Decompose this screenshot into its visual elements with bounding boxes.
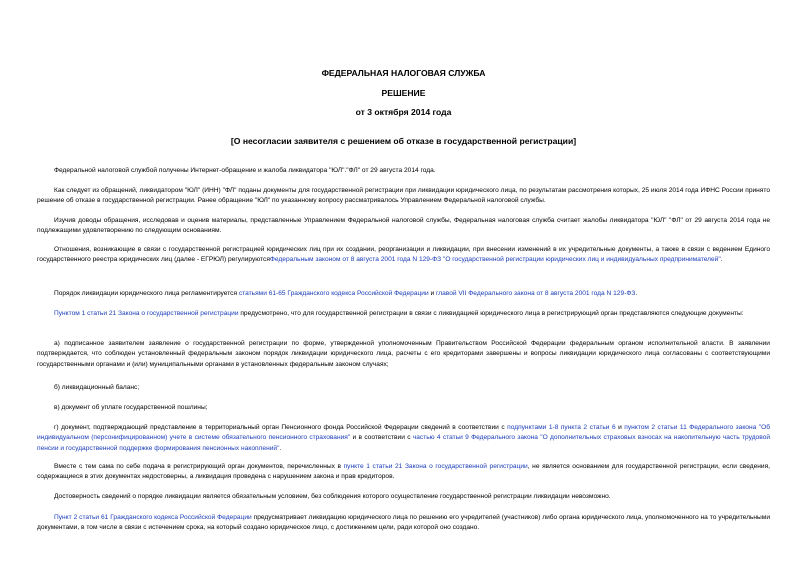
paragraph-findings: Изучив доводы обращения, исследовав и оценив материалы, представленные Управлением Федеральной налоговой службы, Федеральная налоговая служба считает жалобы ликвидатора "ЮЛ" "ФЛ" от 29 августа 2014 года не подлежащими удовлетворению по следующим основаниям. — [37, 217, 770, 235]
paragraph-circumstances: Как следует из обращений, ликвидатором "ЮЛ" (ИНН) "ФЛ" поданы документы для государственной регистрации при ликвидации юридического лица, по результатам рассмотрения которых, 25 июля 2014 года ИФНС России принято решение об отказе в государственной регистрации. Ранее обращение "ЮЛ" по указанному вопросу рассматривалось Управлением Федеральной налоговой службы. — [37, 187, 770, 205]
paragraph-legal-basis — [37, 245, 770, 266]
paragraph-liquidation-text: Порядок ликвидации юридического лица регламентируется — [54, 290, 239, 297]
paragraph-required-documents — [37, 309, 770, 319]
link-pension-accounting-law[interactable]: пунктом 2 статьи 11 Федерального закона "Об индивидуальном (персонифицированном) учете в системе обязательного пенсионного страхования" — [37, 424, 770, 442]
paragraph-not-grounds-text: Вместе с тем сама по себе подача в регистрирующий орган документов, перечисленных в — [54, 463, 344, 470]
link-federal-law-129[interactable]: Федеральным законом от 8 августа 2001 года N 129-ФЗ "О государственной регистрации юридических лиц и индивидуальных предпринимателей" — [269, 256, 721, 264]
document-date: от 3 октября 2014 года — [355, 107, 452, 117]
document-subject: [О несогласии заявителя с решением об отказе в государственной регистрации] — [230, 136, 577, 146]
paragraph-liquidation-conj: и — [428, 290, 437, 297]
paragraph-reliability: Достоверность сведений о порядке ликвидации является обязательным условием, без соблюдения которого осуществление государственной регистрации ликвидации невозможно. — [54, 493, 611, 500]
paragraph-complaint-received: Федеральной налоговой службой получены Интернет-обращение и жалоба ликвидатора "ЮЛ"."ФЛ" от 29 августа 2014 года. — [54, 167, 436, 174]
list-item-pension-conj: и — [615, 424, 625, 431]
agency-title: ФЕДЕРАЛЬНАЯ НАЛОГОВАЯ СЛУЖБА — [321, 68, 486, 78]
list-item-balance-sheet: б) ликвидационный баланс; — [54, 384, 140, 391]
paragraph-required-documents-text: предусмотрено, что для государственной регистрации в связи с ликвидацией юридического лица в регистрирующий орган представляются следующие документы: — [238, 310, 744, 317]
link-subparagraphs-1-8[interactable]: подпунктами 1-8 пункта 2 статьи 6 — [507, 424, 616, 431]
link-additional-contributions-law[interactable]: частью 4 статьи 9 Федерального закона "О дополнительных страховых взносах на накопительную часть трудовой пенсии и государственной поддержке формирования пенсионных накоплений" — [37, 434, 771, 452]
link-civil-code-articles[interactable]: статьями 61-65 Гражданского кодекса Российской Федерации — [238, 290, 429, 297]
document-type-title: РЕШЕНИЕ — [381, 88, 426, 98]
paragraph-civil-code-61-text: предусматривает ликвидацию юридического лица по решению его учредителей (участников) либо органа юридического лица, уполномоченного на то учредительными документами, в том числе в связи с истечением срока, на который создано юридическое лицо, с достижением цели, ради которой оно создано. — [37, 514, 770, 532]
list-item-pension-fund — [37, 423, 770, 454]
paragraph-not-grounds-text-2: , не является основанием для государственной регистрации, если сведения, содержащиеся в этих документах недостоверны, а ликвидация проведена с нарушением закона и прав кредиторов. — [37, 463, 770, 481]
list-item-state-fee: в) документ об уплате государственной пошлины; — [54, 404, 208, 411]
list-item-pension-end: . — [279, 444, 282, 452]
list-item-pension-conj-2: и в соответствии с — [350, 434, 413, 442]
link-article-21-repeat[interactable]: пункте 1 статьи 21 Закона о государственной регистрации — [343, 463, 528, 470]
paragraph-liquidation-procedure — [37, 289, 770, 299]
paragraph-legal-basis-text: Отношения, возникающие в связи с государственной регистрацией юридических лиц при их создании, реорганизации и ликвидации, при внесении изменений в их учредительные документы, а также в связи с ведением Единого государственного реестра юридических лиц (далее - ЕГРЮЛ) регулируются — [37, 246, 770, 264]
paragraph-civil-code-61 — [37, 513, 770, 534]
link-article-21[interactable]: Пунктом 1 статьи 21 Закона о государственной регистрации — [54, 310, 239, 317]
paragraph-liquidation-end: . — [635, 290, 638, 297]
paragraph-legal-basis-end: . — [720, 256, 723, 264]
list-item-pension-text: г) документ, подтверждающий представление в территориальный орган Пенсионного фонда Российской Федерации сведений в соответствии с — [54, 424, 508, 431]
list-item-application: а) подписанное заявителем заявление о государственной регистрации по форме, утвержденной уполномоченным Правительством Российской Федерации федеральным органом исполнительной власти. В заявлении подтверждается, что соблюден установленный федеральным законом порядок ликвидации юридического лица, расчеты с его кредиторами завершены и вопросы ликвидации юридического лица согласованы с соответствующими государственными органами и (или) муниципальными органами в установленных федеральным законом случаях; — [37, 340, 770, 368]
link-chapter-vii[interactable]: главой VII Федерального закона от 8 августа 2001 года N 129-ФЗ — [436, 290, 636, 297]
paragraph-not-grounds — [37, 462, 770, 483]
link-civil-code-61-2[interactable]: Пункт 2 статьи 61 Гражданского кодекса Российской Федерации — [54, 514, 252, 521]
